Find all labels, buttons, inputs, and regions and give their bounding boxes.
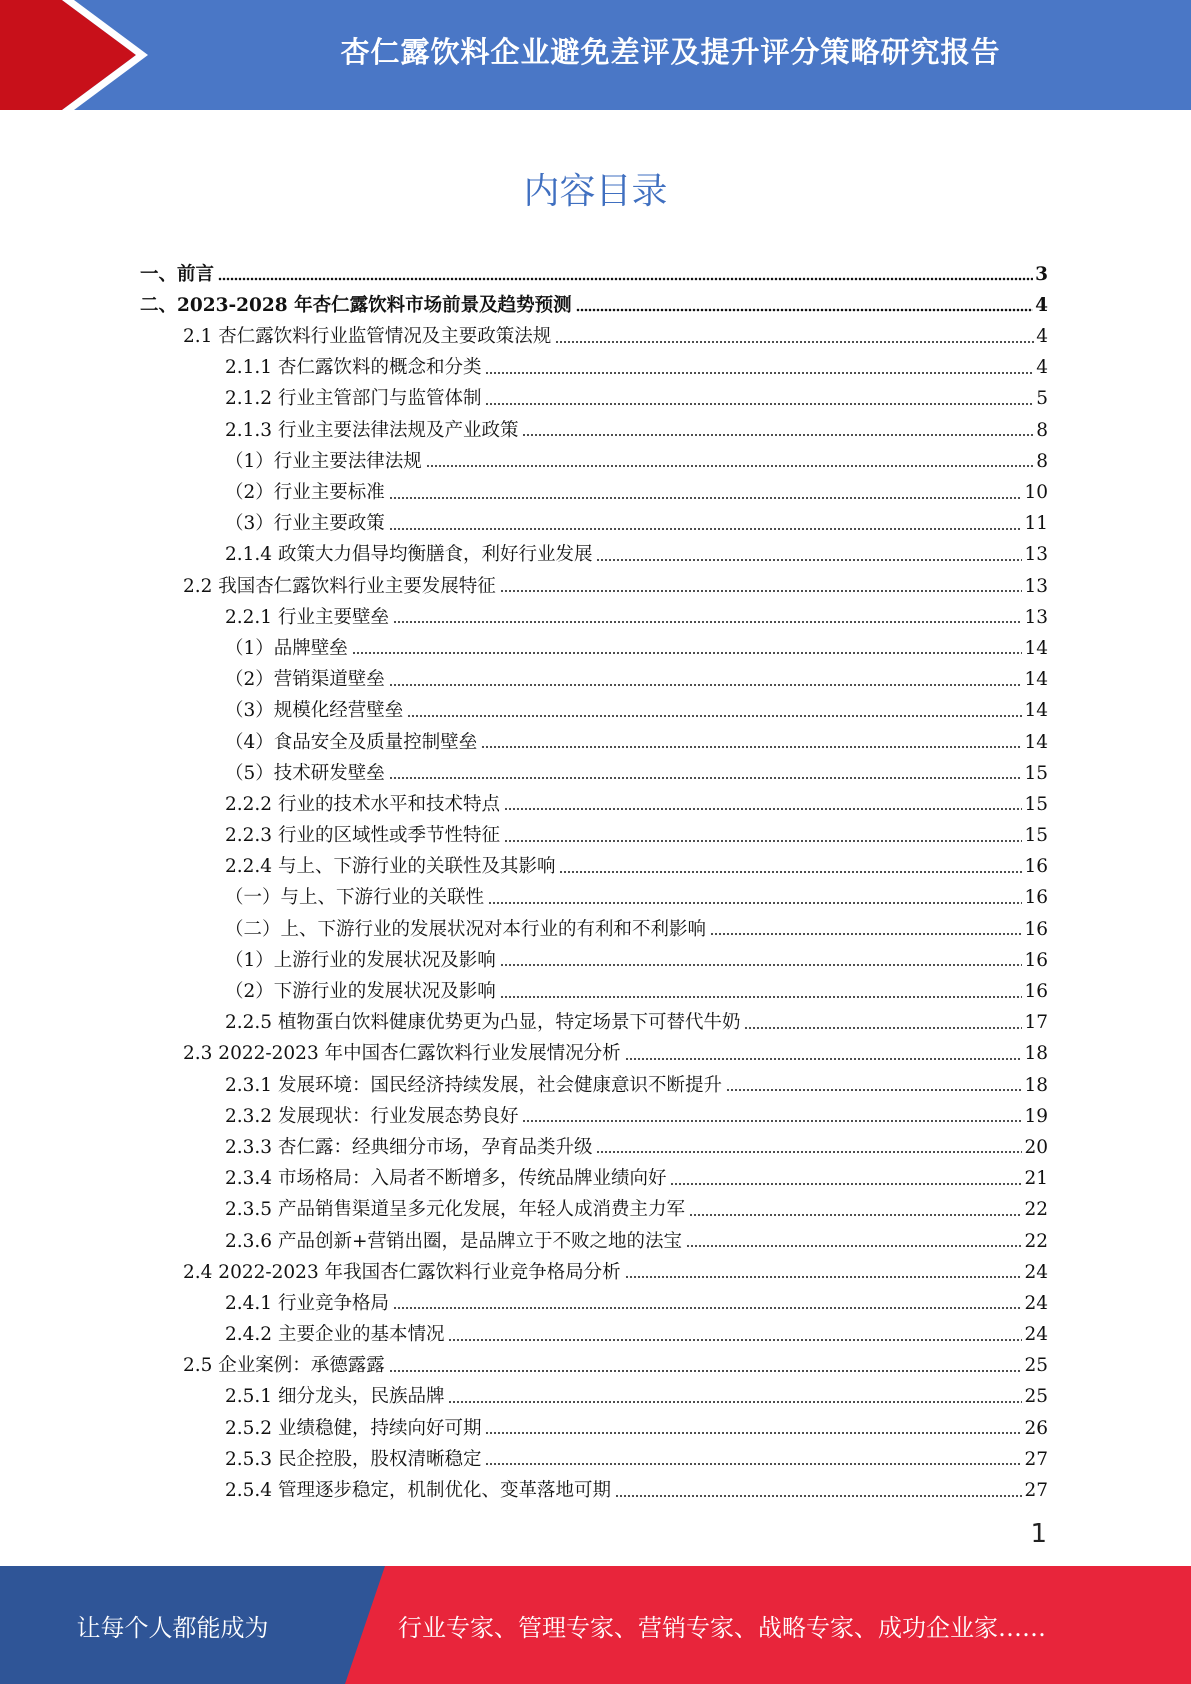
toc-heading: 内容目录 xyxy=(523,171,668,212)
toc-leader-dots xyxy=(393,620,1022,624)
toc-entry-text: 2.5 企业案例：承德露露 xyxy=(183,1355,385,1377)
toc-entry-text: 2.2.3 行业的区域性或季节性特征 xyxy=(225,825,500,847)
toc-entry[interactable] xyxy=(140,783,1048,814)
toc-entry-page: 4 xyxy=(1036,326,1048,348)
toc-entry[interactable] xyxy=(140,347,1048,378)
toc-entry-text: 2.4 2022-2023 年我国杏仁露饮料行业竞争格局分析 xyxy=(183,1261,621,1283)
toc-entry-page: 15 xyxy=(1024,762,1048,784)
toc-entry[interactable] xyxy=(140,315,1048,346)
toc-entry-page: 25 xyxy=(1024,1386,1048,1408)
toc-entry-text: 2.2 我国杏仁露饮料行业主要发展特征 xyxy=(183,575,496,597)
toc-entry-text: （5）技术研发壁垒 xyxy=(225,762,385,784)
toc-entry[interactable] xyxy=(140,1469,1048,1500)
toc-leader-dots xyxy=(389,1369,1023,1373)
toc-entry-text: 2.1.2 行业主管部门与监管体制 xyxy=(225,388,482,410)
toc-leader-dots xyxy=(744,1026,1022,1030)
toc-entry-text: 2.4.2 主要企业的基本情况 xyxy=(225,1324,445,1346)
toc-entry[interactable] xyxy=(140,409,1048,440)
toc-entry-page: 27 xyxy=(1024,1480,1048,1501)
toc-leader-dots xyxy=(393,1306,1022,1310)
toc-entry-page: 25 xyxy=(1024,1355,1048,1377)
toc-entry-page: 24 xyxy=(1024,1292,1048,1314)
toc-entry[interactable] xyxy=(140,1282,1048,1313)
toc-entry-page: 14 xyxy=(1024,731,1048,753)
toc-entry-page: 18 xyxy=(1024,1043,1048,1065)
toc-leader-dots xyxy=(389,776,1023,780)
document-title: 杏仁露饮料企业避免差评及提升评分策略研究报告 xyxy=(340,34,1001,69)
toc-entry-text: 2.3.4 市场格局：入局者不断增多，传统品牌业绩向好 xyxy=(225,1168,667,1190)
toc-leader-dots xyxy=(689,1213,1022,1217)
toc-entry-page: 18 xyxy=(1024,1074,1048,1096)
toc-entry[interactable] xyxy=(140,1376,1048,1407)
toc-entry[interactable] xyxy=(140,690,1048,721)
toc-leader-dots xyxy=(485,1431,1022,1435)
toc-entry-text: 2.2.1 行业主要壁垒 xyxy=(225,606,389,628)
toc-leader-dots xyxy=(389,496,1023,500)
toc-entry-text: （一）与上、下游行业的关联性 xyxy=(225,887,485,909)
toc-entry-page: 13 xyxy=(1024,606,1048,628)
toc-leader-dots xyxy=(389,683,1023,687)
toc-entry[interactable] xyxy=(140,565,1048,596)
toc-entry[interactable] xyxy=(140,1313,1048,1344)
toc-entry[interactable] xyxy=(140,1126,1048,1157)
toc-entry-page: 15 xyxy=(1024,793,1048,815)
toc-entry-page: 4 xyxy=(1035,294,1048,316)
toc-leader-dots xyxy=(576,308,1034,312)
toc-entry-text: （2）行业主要标准 xyxy=(225,482,385,503)
toc-entry-text: （3）行业主要政策 xyxy=(225,513,385,535)
toc-entry-text: （二）上、下游行业的发展状况对本行业的有利和不利影响 xyxy=(225,918,707,940)
toc-entry-text: 2.2.4 与上、下游行业的关联性及其影响 xyxy=(225,856,556,878)
toc-leader-dots xyxy=(488,901,1022,905)
toc-leader-dots xyxy=(500,963,1023,967)
toc-leader-dots xyxy=(218,277,1033,281)
toc-entry[interactable] xyxy=(140,908,1048,939)
toc-leader-dots xyxy=(726,1088,1022,1092)
toc-entry-page: 22 xyxy=(1024,1199,1048,1221)
toc-entry-page: 22 xyxy=(1024,1230,1048,1252)
toc-entry-text: （2）营销渠道壁垒 xyxy=(225,669,385,691)
toc-entry-page: 19 xyxy=(1024,1105,1048,1127)
toc-entry[interactable] xyxy=(140,1095,1048,1126)
toc-leader-dots xyxy=(522,433,1034,437)
toc-leader-dots xyxy=(686,1244,1022,1248)
toc-entry[interactable] xyxy=(140,1407,1048,1438)
toc-entry-text: 2.1.3 行业主要法律法规及产业政策 xyxy=(225,419,519,441)
toc-entry-text: 2.1.4 政策大力倡导均衡膳食，利好行业发展 xyxy=(225,544,593,566)
toc-entry-text: （2）下游行业的发展状况及影响 xyxy=(225,981,496,1002)
toc-entry-text: 2.2.5 植物蛋白饮料健康优势更为凸显，特定场景下可替代牛奶 xyxy=(225,1012,741,1034)
toc-entry-page: 24 xyxy=(1024,1324,1048,1346)
toc-entry[interactable] xyxy=(140,253,1048,284)
toc-entry[interactable] xyxy=(140,378,1048,409)
toc-entry-page: 24 xyxy=(1024,1261,1048,1283)
toc-entry-text: 2.3.5 产品销售渠道呈多元化发展，年轻人成消费主力军 xyxy=(225,1199,685,1221)
toc-leader-dots xyxy=(670,1182,1022,1186)
toc-entry[interactable] xyxy=(140,1438,1048,1469)
toc-entry-text: 2.4.1 行业竞争格局 xyxy=(225,1292,389,1314)
toc-entry-page: 13 xyxy=(1024,575,1048,597)
toc-leader-dots xyxy=(625,1057,1023,1061)
toc-leader-dots xyxy=(481,745,1022,749)
toc-entry[interactable] xyxy=(140,627,1048,658)
toc-leader-dots xyxy=(389,527,1023,531)
toc-entry-page: 4 xyxy=(1036,357,1048,379)
toc-entry[interactable] xyxy=(140,814,1048,845)
toc-entry[interactable] xyxy=(140,1157,1048,1188)
toc-entry-page: 5 xyxy=(1036,388,1048,410)
toc-leader-dots xyxy=(710,932,1022,936)
toc-entry-page: 26 xyxy=(1024,1417,1048,1439)
toc-entry-text: 二、2023-2028 年杏仁露饮料市场前景及趋势预测 xyxy=(140,294,572,316)
toc-entry[interactable] xyxy=(140,877,1048,908)
toc-leader-dots xyxy=(504,839,1022,843)
toc-leader-dots xyxy=(485,1462,1022,1466)
toc-leader-dots xyxy=(625,1275,1023,1279)
toc-entry-page: 16 xyxy=(1024,918,1048,940)
toc-entry-page: 21 xyxy=(1024,1168,1048,1190)
toc-entry-text: 2.1.1 杏仁露饮料的概念和分类 xyxy=(225,357,482,379)
toc-entry-text: 2.5.4 管理逐步稳定，机制优化、变革落地可期 xyxy=(225,1480,611,1501)
toc-entry-text: 2.3.3 杏仁露：经典细分市场，孕育品类升级 xyxy=(225,1136,593,1158)
toc-leader-dots xyxy=(485,371,1034,375)
toc-entry-page: 11 xyxy=(1024,513,1048,535)
toc-entry-text: （1）上游行业的发展状况及影响 xyxy=(225,949,496,971)
toc-entry[interactable] xyxy=(140,970,1048,1001)
toc-leader-dots xyxy=(596,1150,1022,1154)
toc-entry-text: 2.5.1 细分龙头，民族品牌 xyxy=(225,1386,445,1408)
header-banner xyxy=(0,0,1191,110)
toc-entry[interactable] xyxy=(140,1033,1048,1064)
toc-entry-page: 8 xyxy=(1036,419,1048,441)
toc-leader-dots xyxy=(596,558,1022,562)
toc-entry[interactable] xyxy=(140,846,1048,877)
toc-entry-page: 17 xyxy=(1024,1012,1048,1034)
toc-entry[interactable] xyxy=(140,503,1048,534)
toc-entry-page: 27 xyxy=(1024,1448,1048,1470)
toc-leader-dots xyxy=(615,1494,1022,1498)
toc-entry[interactable] xyxy=(140,534,1048,565)
toc-entry-page: 16 xyxy=(1024,949,1048,971)
footer-banner xyxy=(0,1566,1191,1684)
toc-entry[interactable] xyxy=(140,471,1048,502)
toc-entry-page: 10 xyxy=(1024,482,1048,503)
toc-entry-page: 14 xyxy=(1024,669,1048,691)
toc-entry-text: （4）食品安全及质量控制壁垒 xyxy=(225,731,478,753)
toc-entry[interactable] xyxy=(140,596,1048,627)
toc-entry[interactable] xyxy=(140,1064,1048,1095)
toc-entry[interactable] xyxy=(140,1251,1048,1282)
toc-entry-page: 16 xyxy=(1024,856,1048,878)
toc-entry-page: 16 xyxy=(1024,887,1048,909)
toc-entry-text: 一、前言 xyxy=(140,263,215,285)
toc-entry-text: 2.1 杏仁露饮料行业监管情况及主要政策法规 xyxy=(183,326,552,348)
toc-entry-page: 20 xyxy=(1024,1136,1048,1158)
footer-slogan-right: 行业专家、管理专家、营销专家、战略专家、成功企业家…… xyxy=(398,1613,1046,1642)
toc-entry-text: 2.2.2 行业的技术水平和技术特点 xyxy=(225,793,500,815)
toc-leader-dots xyxy=(522,1119,1022,1123)
toc-leader-dots xyxy=(448,1338,1022,1342)
toc-entry-text: 2.3.6 产品创新+营销出圈，是品牌立于不败之地的法宝 xyxy=(225,1230,682,1252)
toc-entry[interactable] xyxy=(140,939,1048,970)
toc-entry-page: 14 xyxy=(1024,700,1048,722)
toc-entry-page: 14 xyxy=(1024,637,1048,659)
toc-entry[interactable] xyxy=(140,1220,1048,1251)
toc-leader-dots xyxy=(448,1400,1022,1404)
toc-entry[interactable] xyxy=(140,1345,1048,1376)
toc-leader-dots xyxy=(500,995,1023,999)
toc-entry-page: 3 xyxy=(1035,263,1048,285)
toc-entry[interactable] xyxy=(140,1189,1048,1220)
toc-entry-text: （1）行业主要法律法规 xyxy=(225,450,422,472)
toc-leader-dots xyxy=(426,464,1034,468)
toc-entry-page: 16 xyxy=(1024,981,1048,1002)
toc-entry-text: 2.5.3 民企控股，股权清晰稳定 xyxy=(225,1448,482,1470)
toc-leader-dots xyxy=(352,651,1023,655)
toc-entry-text: 2.3.1 发展环境：国民经济持续发展，社会健康意识不断提升 xyxy=(225,1074,722,1096)
toc-entry[interactable] xyxy=(140,721,1048,752)
toc-leader-dots xyxy=(559,870,1022,874)
toc-entry[interactable] xyxy=(140,1002,1048,1033)
toc-leader-dots xyxy=(485,402,1034,406)
table-of-contents xyxy=(140,253,1048,1501)
toc-leader-dots xyxy=(407,714,1022,718)
toc-entry-page: 15 xyxy=(1024,825,1048,847)
toc-entry[interactable] xyxy=(140,440,1048,471)
footer-slogan-left: 让每个人都能成为 xyxy=(76,1613,269,1642)
toc-leader-dots xyxy=(504,807,1022,811)
toc-entry-text: （1）品牌壁垒 xyxy=(225,637,348,659)
toc-entry-page: 8 xyxy=(1036,450,1048,472)
toc-leader-dots xyxy=(500,589,1023,593)
toc-entry[interactable] xyxy=(140,752,1048,783)
page-number: 1 xyxy=(1030,1519,1047,1549)
toc-entry-page: 13 xyxy=(1024,544,1048,566)
toc-leader-dots xyxy=(555,340,1034,344)
toc-entry[interactable] xyxy=(140,658,1048,689)
toc-entry-text: 2.3 2022-2023 年中国杏仁露饮料行业发展情况分析 xyxy=(183,1043,621,1065)
toc-entry-text: 2.3.2 发展现状：行业发展态势良好 xyxy=(225,1105,519,1127)
toc-entry-text: （3）规模化经营壁垒 xyxy=(225,700,404,722)
toc-entry-text: 2.5.2 业绩稳健，持续向好可期 xyxy=(225,1417,482,1439)
toc-entry[interactable] xyxy=(140,284,1048,315)
